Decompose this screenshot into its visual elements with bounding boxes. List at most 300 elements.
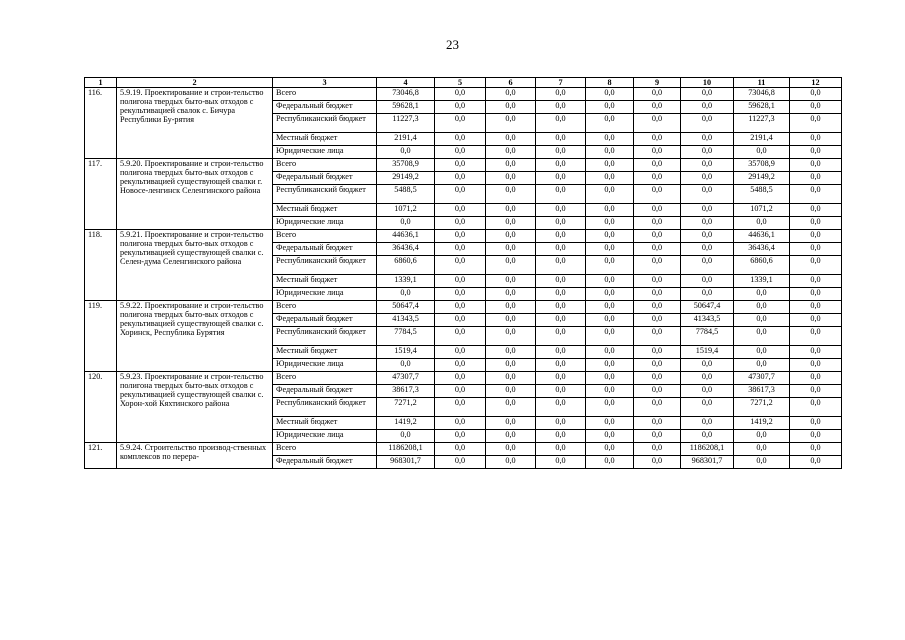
value-cell: 5488,5 <box>734 185 790 204</box>
value-cell: 0,0 <box>586 114 634 133</box>
value-cell: 0,0 <box>681 385 734 398</box>
value-cell: 0,0 <box>435 372 486 385</box>
value-cell: 0,0 <box>435 359 486 372</box>
value-cell: 0,0 <box>634 456 681 469</box>
value-cell: 7784,5 <box>377 327 435 346</box>
funding-source: Местный бюджет <box>273 275 377 288</box>
value-cell: 0,0 <box>681 256 734 275</box>
value-cell: 0,0 <box>790 88 842 101</box>
value-cell: 0,0 <box>586 217 634 230</box>
value-cell: 0,0 <box>435 346 486 359</box>
value-cell: 0,0 <box>634 430 681 443</box>
value-cell: 0,0 <box>790 359 842 372</box>
value-cell: 0,0 <box>790 217 842 230</box>
column-header: 1 <box>85 78 117 88</box>
value-cell: 0,0 <box>734 314 790 327</box>
value-cell: 0,0 <box>586 275 634 288</box>
value-cell: 0,0 <box>790 456 842 469</box>
header-row <box>85 78 842 88</box>
value-cell: 0,0 <box>536 172 586 185</box>
value-cell: 0,0 <box>734 430 790 443</box>
value-cell: 0,0 <box>734 301 790 314</box>
value-cell: 1339,1 <box>734 275 790 288</box>
funding-table <box>84 77 842 469</box>
value-cell: 0,0 <box>634 159 681 172</box>
value-cell: 44636,1 <box>377 230 435 243</box>
measure-title: 5.9.21. Проектирование и строи-тельство полигона твердых быто-вых отходов с рекультивацией существующей свалки с. Селен-дума Селенгинского района <box>117 230 273 301</box>
value-cell: 0,0 <box>586 256 634 275</box>
value-cell: 0,0 <box>486 288 536 301</box>
value-cell: 0,0 <box>734 359 790 372</box>
column-header: 4 <box>377 78 435 88</box>
value-cell: 59628,1 <box>377 101 435 114</box>
value-cell: 0,0 <box>734 327 790 346</box>
table-row <box>85 443 842 456</box>
value-cell: 0,0 <box>486 159 536 172</box>
value-cell: 0,0 <box>790 385 842 398</box>
value-cell: 0,0 <box>734 217 790 230</box>
value-cell: 0,0 <box>790 430 842 443</box>
value-cell: 0,0 <box>435 204 486 217</box>
value-cell: 0,0 <box>681 372 734 385</box>
value-cell: 0,0 <box>536 359 586 372</box>
value-cell: 41343,5 <box>681 314 734 327</box>
value-cell: 35708,9 <box>734 159 790 172</box>
value-cell: 0,0 <box>634 314 681 327</box>
value-cell: 1339,1 <box>377 275 435 288</box>
value-cell: 50647,4 <box>681 301 734 314</box>
value-cell: 0,0 <box>536 372 586 385</box>
value-cell: 0,0 <box>634 256 681 275</box>
value-cell: 0,0 <box>536 204 586 217</box>
value-cell: 0,0 <box>790 443 842 456</box>
measure-title: 5.9.23. Проектирование и строи-тельство полигона твердых быто-вых отходов с рекультивацией существующей свалки с. Хорон-хой Кяхтинского района <box>117 372 273 443</box>
value-cell: 0,0 <box>536 101 586 114</box>
value-cell: 0,0 <box>790 114 842 133</box>
value-cell: 0,0 <box>435 88 486 101</box>
funding-source: Всего <box>273 443 377 456</box>
value-cell: 0,0 <box>734 456 790 469</box>
value-cell: 0,0 <box>634 230 681 243</box>
value-cell: 0,0 <box>486 133 536 146</box>
value-cell: 1519,4 <box>681 346 734 359</box>
value-cell: 0,0 <box>734 443 790 456</box>
value-cell: 0,0 <box>536 159 586 172</box>
value-cell: 0,0 <box>435 243 486 256</box>
value-cell: 0,0 <box>486 346 536 359</box>
value-cell: 0,0 <box>681 398 734 417</box>
value-cell: 73046,8 <box>377 88 435 101</box>
funding-source: Республиканский бюджет <box>273 256 377 275</box>
funding-source: Федеральный бюджет <box>273 385 377 398</box>
value-cell: 0,0 <box>586 301 634 314</box>
value-cell: 0,0 <box>681 172 734 185</box>
value-cell: 7784,5 <box>681 327 734 346</box>
value-cell: 0,0 <box>486 101 536 114</box>
value-cell: 0,0 <box>586 417 634 430</box>
value-cell: 1519,4 <box>377 346 435 359</box>
value-cell: 0,0 <box>681 133 734 146</box>
value-cell: 0,0 <box>634 385 681 398</box>
value-cell: 0,0 <box>586 443 634 456</box>
value-cell: 0,0 <box>790 172 842 185</box>
value-cell: 1419,2 <box>734 417 790 430</box>
value-cell: 0,0 <box>486 172 536 185</box>
value-cell: 0,0 <box>435 327 486 346</box>
value-cell: 1071,2 <box>734 204 790 217</box>
table-row <box>85 159 842 172</box>
value-cell: 0,0 <box>435 101 486 114</box>
value-cell: 0,0 <box>681 288 734 301</box>
value-cell: 0,0 <box>681 430 734 443</box>
value-cell: 0,0 <box>790 346 842 359</box>
value-cell: 0,0 <box>734 346 790 359</box>
value-cell: 0,0 <box>435 230 486 243</box>
value-cell: 0,0 <box>536 430 586 443</box>
funding-source: Местный бюджет <box>273 346 377 359</box>
value-cell: 0,0 <box>681 417 734 430</box>
value-cell: 0,0 <box>536 88 586 101</box>
value-cell: 0,0 <box>435 275 486 288</box>
value-cell: 0,0 <box>536 417 586 430</box>
value-cell: 0,0 <box>435 288 486 301</box>
value-cell: 2191,4 <box>734 133 790 146</box>
value-cell: 0,0 <box>486 372 536 385</box>
value-cell: 0,0 <box>790 372 842 385</box>
value-cell: 0,0 <box>486 204 536 217</box>
value-cell: 6860,6 <box>377 256 435 275</box>
value-cell: 0,0 <box>486 430 536 443</box>
funding-source: Юридические лица <box>273 217 377 230</box>
page-number: 23 <box>446 37 459 52</box>
value-cell: 0,0 <box>536 185 586 204</box>
column-header: 9 <box>634 78 681 88</box>
value-cell: 0,0 <box>681 185 734 204</box>
value-cell: 0,0 <box>435 385 486 398</box>
value-cell: 0,0 <box>536 217 586 230</box>
value-cell: 0,0 <box>634 114 681 133</box>
value-cell: 0,0 <box>634 443 681 456</box>
value-cell: 0,0 <box>790 256 842 275</box>
value-cell: 0,0 <box>634 275 681 288</box>
value-cell: 0,0 <box>790 243 842 256</box>
value-cell: 0,0 <box>790 159 842 172</box>
value-cell: 0,0 <box>586 185 634 204</box>
funding-source: Юридические лица <box>273 146 377 159</box>
column-header: 10 <box>681 78 734 88</box>
value-cell: 1071,2 <box>377 204 435 217</box>
value-cell: 0,0 <box>435 146 486 159</box>
value-cell: 0,0 <box>790 146 842 159</box>
value-cell: 0,0 <box>536 346 586 359</box>
value-cell: 0,0 <box>377 288 435 301</box>
value-cell: 50647,4 <box>377 301 435 314</box>
value-cell: 29149,2 <box>734 172 790 185</box>
table-row <box>85 372 842 385</box>
funding-source: Юридические лица <box>273 430 377 443</box>
value-cell: 0,0 <box>586 385 634 398</box>
row-index: 119. <box>85 301 117 372</box>
funding-source: Республиканский бюджет <box>273 114 377 133</box>
value-cell: 0,0 <box>681 101 734 114</box>
value-cell: 0,0 <box>486 327 536 346</box>
value-cell: 0,0 <box>634 346 681 359</box>
value-cell: 0,0 <box>486 385 536 398</box>
value-cell: 0,0 <box>377 217 435 230</box>
value-cell: 7271,2 <box>734 398 790 417</box>
value-cell: 0,0 <box>790 327 842 346</box>
value-cell: 47307,7 <box>734 372 790 385</box>
value-cell: 0,0 <box>790 230 842 243</box>
value-cell: 0,0 <box>790 398 842 417</box>
value-cell: 0,0 <box>435 114 486 133</box>
value-cell: 0,0 <box>435 256 486 275</box>
value-cell: 0,0 <box>586 133 634 146</box>
value-cell: 0,0 <box>486 230 536 243</box>
value-cell: 0,0 <box>634 146 681 159</box>
value-cell: 0,0 <box>634 172 681 185</box>
measure-title: 5.9.19. Проектирование и строи-тельство полигона твердых быто-вых отходов с рекультивацией свалок с. Бичура Республики Бу-рятия <box>117 88 273 159</box>
value-cell: 0,0 <box>634 101 681 114</box>
measure-title: 5.9.20. Проектирование и строи-тельство полигона твердых быто-вых отходов с рекультивацией существующей свалки г. Новосе-ленгинск Селенгинского района <box>117 159 273 230</box>
column-header: 6 <box>486 78 536 88</box>
value-cell: 38617,3 <box>734 385 790 398</box>
value-cell: 0,0 <box>634 417 681 430</box>
column-header: 7 <box>536 78 586 88</box>
row-index: 118. <box>85 230 117 301</box>
value-cell: 0,0 <box>377 146 435 159</box>
value-cell: 0,0 <box>634 243 681 256</box>
value-cell: 2191,4 <box>377 133 435 146</box>
value-cell: 0,0 <box>536 133 586 146</box>
value-cell: 0,0 <box>790 185 842 204</box>
table-row <box>85 301 842 314</box>
value-cell: 0,0 <box>790 417 842 430</box>
value-cell: 6860,6 <box>734 256 790 275</box>
funding-source: Республиканский бюджет <box>273 398 377 417</box>
row-index: 120. <box>85 372 117 443</box>
value-cell: 0,0 <box>586 159 634 172</box>
value-cell: 0,0 <box>486 275 536 288</box>
value-cell: 0,0 <box>435 314 486 327</box>
value-cell: 0,0 <box>435 185 486 204</box>
value-cell: 0,0 <box>435 430 486 443</box>
value-cell: 0,0 <box>435 443 486 456</box>
value-cell: 0,0 <box>536 256 586 275</box>
value-cell: 0,0 <box>586 172 634 185</box>
row-index: 117. <box>85 159 117 230</box>
value-cell: 0,0 <box>536 114 586 133</box>
value-cell: 0,0 <box>681 217 734 230</box>
row-index: 116. <box>85 88 117 159</box>
value-cell: 0,0 <box>586 314 634 327</box>
value-cell: 0,0 <box>536 146 586 159</box>
value-cell: 1419,2 <box>377 417 435 430</box>
funding-source: Юридические лица <box>273 288 377 301</box>
value-cell: 968301,7 <box>681 456 734 469</box>
measure-title: 5.9.22. Проектирование и строи-тельство полигона твердых быто-вых отходов с рекультивацией существующей свалки с. Хоринск, Республика Бурятия <box>117 301 273 372</box>
value-cell: 0,0 <box>790 275 842 288</box>
value-cell: 0,0 <box>435 301 486 314</box>
value-cell: 0,0 <box>486 417 536 430</box>
funding-source: Всего <box>273 88 377 101</box>
funding-source: Местный бюджет <box>273 417 377 430</box>
value-cell: 1186208,1 <box>377 443 435 456</box>
value-cell: 0,0 <box>586 146 634 159</box>
funding-source: Республиканский бюджет <box>273 327 377 346</box>
value-cell: 0,0 <box>734 288 790 301</box>
value-cell: 5488,5 <box>377 185 435 204</box>
value-cell: 0,0 <box>536 230 586 243</box>
value-cell: 0,0 <box>790 133 842 146</box>
value-cell: 0,0 <box>536 385 586 398</box>
value-cell: 0,0 <box>486 314 536 327</box>
value-cell: 36436,4 <box>377 243 435 256</box>
funding-source: Местный бюджет <box>273 133 377 146</box>
value-cell: 0,0 <box>486 185 536 204</box>
row-index: 121. <box>85 443 117 469</box>
value-cell: 44636,1 <box>734 230 790 243</box>
column-header: 12 <box>790 78 842 88</box>
value-cell: 0,0 <box>790 204 842 217</box>
value-cell: 0,0 <box>486 301 536 314</box>
value-cell: 0,0 <box>536 398 586 417</box>
funding-source: Республиканский бюджет <box>273 185 377 204</box>
value-cell: 0,0 <box>486 146 536 159</box>
funding-source: Федеральный бюджет <box>273 456 377 469</box>
column-header: 5 <box>435 78 486 88</box>
value-cell: 0,0 <box>790 301 842 314</box>
value-cell: 0,0 <box>486 243 536 256</box>
value-cell: 0,0 <box>681 88 734 101</box>
value-cell: 0,0 <box>435 133 486 146</box>
value-cell: 0,0 <box>681 159 734 172</box>
funding-source: Всего <box>273 159 377 172</box>
value-cell: 0,0 <box>377 430 435 443</box>
value-cell: 0,0 <box>586 243 634 256</box>
value-cell: 0,0 <box>681 204 734 217</box>
value-cell: 0,0 <box>634 301 681 314</box>
table-row <box>85 88 842 101</box>
value-cell: 59628,1 <box>734 101 790 114</box>
value-cell: 73046,8 <box>734 88 790 101</box>
value-cell: 0,0 <box>681 275 734 288</box>
value-cell: 0,0 <box>681 359 734 372</box>
value-cell: 0,0 <box>586 430 634 443</box>
value-cell: 0,0 <box>435 417 486 430</box>
value-cell: 0,0 <box>790 288 842 301</box>
funding-source: Федеральный бюджет <box>273 314 377 327</box>
funding-source: Всего <box>273 230 377 243</box>
value-cell: 0,0 <box>586 101 634 114</box>
value-cell: 11227,3 <box>377 114 435 133</box>
value-cell: 0,0 <box>536 301 586 314</box>
value-cell: 47307,7 <box>377 372 435 385</box>
value-cell: 0,0 <box>435 456 486 469</box>
value-cell: 0,0 <box>377 359 435 372</box>
value-cell: 29149,2 <box>377 172 435 185</box>
value-cell: 0,0 <box>634 288 681 301</box>
value-cell: 0,0 <box>634 398 681 417</box>
column-header: 2 <box>117 78 273 88</box>
value-cell: 0,0 <box>435 217 486 230</box>
value-cell: 0,0 <box>634 185 681 204</box>
value-cell: 0,0 <box>435 398 486 417</box>
value-cell: 0,0 <box>586 204 634 217</box>
value-cell: 0,0 <box>486 217 536 230</box>
value-cell: 0,0 <box>486 398 536 417</box>
value-cell: 0,0 <box>435 159 486 172</box>
value-cell: 0,0 <box>634 88 681 101</box>
value-cell: 0,0 <box>586 398 634 417</box>
column-header: 11 <box>734 78 790 88</box>
column-header: 3 <box>273 78 377 88</box>
value-cell: 0,0 <box>486 443 536 456</box>
column-header: 8 <box>586 78 634 88</box>
funding-source: Федеральный бюджет <box>273 243 377 256</box>
value-cell: 0,0 <box>586 288 634 301</box>
value-cell: 35708,9 <box>377 159 435 172</box>
value-cell: 0,0 <box>536 327 586 346</box>
value-cell: 0,0 <box>586 456 634 469</box>
value-cell: 0,0 <box>486 359 536 372</box>
value-cell: 0,0 <box>586 230 634 243</box>
value-cell: 0,0 <box>681 243 734 256</box>
value-cell: 0,0 <box>634 204 681 217</box>
value-cell: 38617,3 <box>377 385 435 398</box>
value-cell: 0,0 <box>634 217 681 230</box>
value-cell: 0,0 <box>536 288 586 301</box>
value-cell: 0,0 <box>790 101 842 114</box>
funding-source: Федеральный бюджет <box>273 101 377 114</box>
value-cell: 0,0 <box>586 88 634 101</box>
value-cell: 968301,7 <box>377 456 435 469</box>
value-cell: 0,0 <box>536 314 586 327</box>
value-cell: 0,0 <box>486 114 536 133</box>
funding-source: Всего <box>273 301 377 314</box>
value-cell: 11227,3 <box>734 114 790 133</box>
value-cell: 36436,4 <box>734 243 790 256</box>
funding-source: Юридические лица <box>273 359 377 372</box>
value-cell: 0,0 <box>681 230 734 243</box>
value-cell: 7271,2 <box>377 398 435 417</box>
funding-source: Всего <box>273 372 377 385</box>
value-cell: 0,0 <box>586 359 634 372</box>
value-cell: 0,0 <box>586 327 634 346</box>
value-cell: 0,0 <box>586 372 634 385</box>
value-cell: 0,0 <box>790 314 842 327</box>
value-cell: 0,0 <box>536 443 586 456</box>
value-cell: 0,0 <box>634 327 681 346</box>
value-cell: 0,0 <box>486 88 536 101</box>
value-cell: 0,0 <box>634 133 681 146</box>
funding-source: Федеральный бюджет <box>273 172 377 185</box>
value-cell: 0,0 <box>634 372 681 385</box>
table-row <box>85 230 842 243</box>
value-cell: 0,0 <box>681 146 734 159</box>
value-cell: 0,0 <box>536 243 586 256</box>
value-cell: 0,0 <box>486 256 536 275</box>
value-cell: 0,0 <box>681 114 734 133</box>
value-cell: 0,0 <box>586 346 634 359</box>
measure-title: 5.9.24. Строительство производ-ственных комплексов по перера- <box>117 443 273 469</box>
funding-source: Местный бюджет <box>273 204 377 217</box>
value-cell: 0,0 <box>536 275 586 288</box>
value-cell: 0,0 <box>486 456 536 469</box>
value-cell: 0,0 <box>536 456 586 469</box>
value-cell: 1186208,1 <box>681 443 734 456</box>
value-cell: 0,0 <box>634 359 681 372</box>
